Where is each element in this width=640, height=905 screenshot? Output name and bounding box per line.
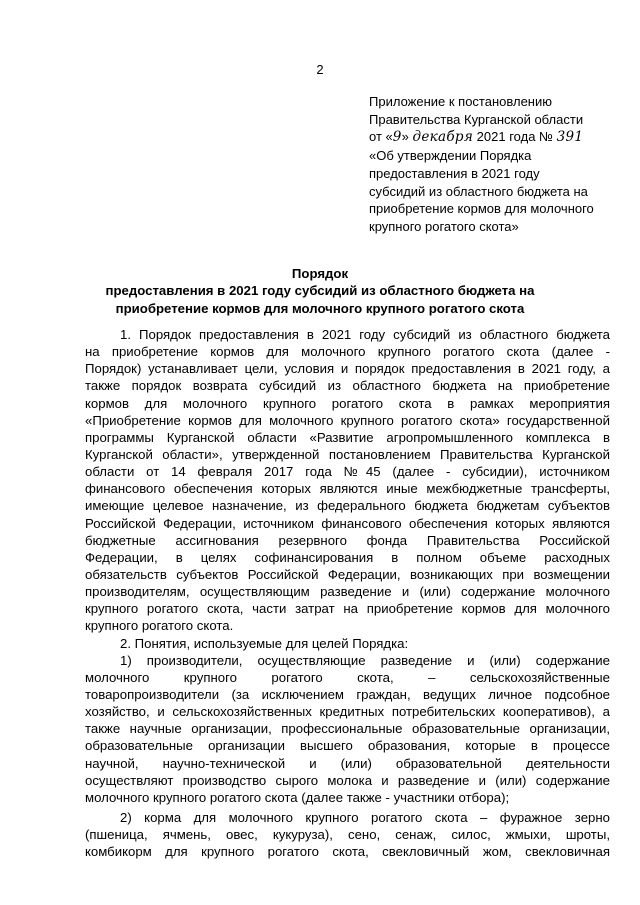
date-year: 2021 года № — [473, 129, 557, 145]
appendix-line: «Об утверждении Порядка — [369, 148, 532, 164]
body-line: 1) производители, осуществляющие разведение и (или) содержание — [120, 652, 610, 668]
body-line: «Приобретение кормов для молочного крупного рогатого скота» государственной — [85, 412, 610, 428]
body-line: 1. Порядок предоставления в 2021 году субсидий из областного бюджета — [120, 327, 610, 342]
body-line: финансового обеспечения которых являются иные межбюджетные трансферты, — [85, 481, 610, 497]
body-line: 2. Понятия, используемые для целей Порядка: — [120, 635, 409, 651]
body-line: кормов для молочного крупного рогатого скота в рамках мероприятия — [85, 395, 610, 411]
body-line: программы Курганской области «Развитие агропромышленного комплекса в — [85, 429, 610, 445]
body-line: на приобретение кормов для молочного крупного рогатого скота (далее - — [85, 344, 610, 360]
body-line: Курганской области», утвержденной постановлением Правительства Курганской — [85, 446, 610, 462]
body-line: (пшеница, ячмень, овес, кукуруза), сено, сенаж, силос, жмыхи, шроты, — [85, 827, 610, 843]
appendix-line: Приложение к постановлению — [369, 94, 552, 109]
document-title — [0, 265, 640, 317]
body-line: области от 14 февраля 2017 года №45 (далее - субсидии), источником — [85, 464, 610, 480]
date-prefix: от « — [369, 129, 393, 145]
body-line: хозяйство, и сельскохозяйственных кредитных потребительских кооперативов), а — [85, 704, 610, 720]
body-line: бюджетные ассигнования резервного фонда Правительства Российской — [85, 532, 610, 548]
appendix-date-line — [369, 128, 619, 147]
handwritten-number: 391 — [556, 129, 584, 146]
body-line: молочного крупного рогатого скота (далее также - участники отбора); — [85, 789, 510, 805]
body-line: крупного рогатого скота. — [85, 618, 234, 634]
body-line: производителям, осуществляющим разведение и (или) содержание молочного — [85, 584, 610, 600]
appendix-line: субсидий из областного бюджета на — [369, 183, 588, 199]
body-line: Порядок) устанавливает цели, условия и порядок предоставления в 2021 году, а — [85, 361, 610, 377]
body-line: крупного рогатого скота, части затрат на приобретение кормов для молочного — [85, 601, 610, 617]
handwritten-month: декабря — [412, 129, 474, 146]
body-line: также научные организации, профессиональные образовательные организации, — [85, 721, 610, 737]
body-line: имеющие целевое назначение, из федерального бюджета бюджетам субъектов — [85, 498, 610, 514]
page-number: 2 — [316, 62, 324, 77]
appendix-line: крупного рогатого скота» — [369, 218, 519, 234]
body-line: молочного крупного рогатого скота, – сельскохозяйственные — [85, 669, 610, 685]
body-line: осуществляют производство сырого молока и разведение и (или) содержание — [85, 772, 610, 788]
body-line: товаропроизводители (за исключением граждан, ведущих личное подсобное — [85, 686, 610, 702]
title-line: приобретение кормов для молочного крупного рогатого скота — [115, 300, 525, 316]
appendix-line: приобретение кормов для молочного — [369, 201, 594, 217]
body-line: 2) корма для молочного крупного рогатого скота – фуражное зерно — [120, 809, 610, 825]
body-line: Российской Федерации, источником финансового обеспечения которых являются — [85, 515, 610, 531]
appendix-line: предоставления в 2021 году — [369, 165, 540, 181]
body-line: комбикорм для крупного рогатого скота, свекловичный жом, свекловичная — [85, 844, 610, 860]
title-line: Порядок — [291, 266, 349, 281]
title-line: предоставления в 2021 году субсидий из областного бюджета на — [105, 283, 535, 299]
handwritten-day: 9 — [392, 129, 402, 146]
date-mid: » — [401, 129, 413, 145]
body-line: обязательств субъектов Российской Федерации, возникающих при возмещении — [85, 566, 610, 582]
appendix-line: Правительства Курганской области — [369, 111, 584, 127]
document-body — [85, 326, 610, 860]
body-line: образовательные организации высшего образования, которые в процессе — [85, 738, 610, 754]
body-line: также порядок возврата субсидий из областного бюджета на приобретение — [85, 378, 610, 394]
appendix-block — [369, 93, 619, 236]
body-line: научной, научно-технической и (или) образовательной деятельности — [85, 755, 610, 771]
body-line: Федерации, в целях софинансирования в полном объеме расходных — [85, 549, 610, 565]
